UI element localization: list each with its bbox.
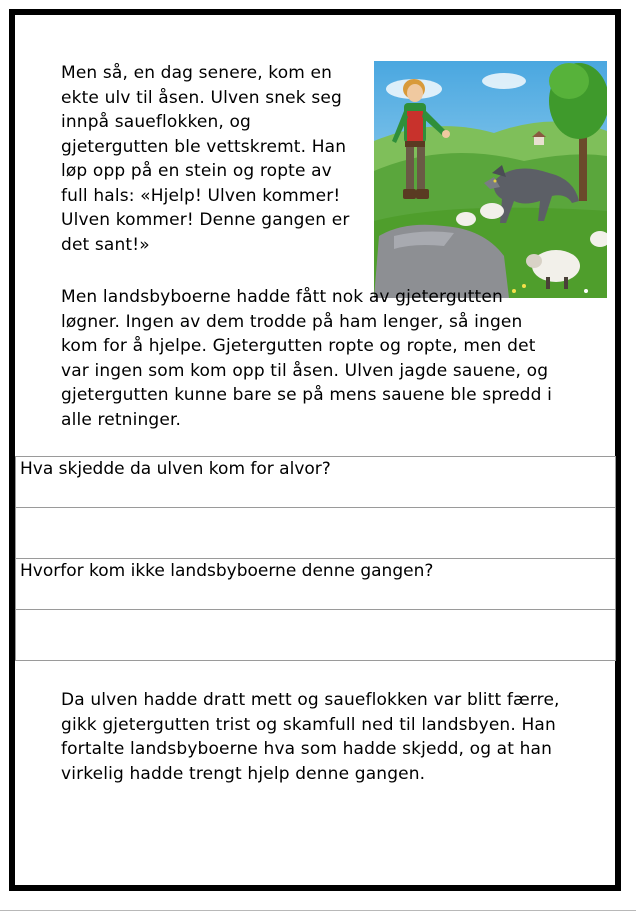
story-paragraph-3: Da ulven hadde dratt mett og saueflokken var blitt færre, gikk gjetergutten trist og skamfull ned til landsbyen. Han fortalte landsbyboerne hva som hadde skjedd, og at han virkelig hadde trengt hjelp denne gangen. [61,690,560,784]
question-table [15,456,616,661]
answer-row [16,610,616,661]
question-row [16,457,616,508]
answer-2-field[interactable] [16,610,616,661]
answer-1-field[interactable] [16,508,616,559]
boy-wolf-sheep-illustration [374,61,607,298]
question-1-text: Hva skjedde da ulven kom for alvor? [16,457,616,508]
bottom-divider [0,910,636,911]
story-paragraph-1: Men så, en dag senere, kom en ekte ulv til åsen. Ulven snek seg innpå saueflokken, og gjetergutten ble vettskremt. Han løp opp på en stein og ropte av full hals: «Hjelp! Ulven kommer! Ulven kommer! Denne gangen er det sant!» [61,63,350,255]
question-2-text: Hvorfor kom ikke landsbyboerne denne gangen? [16,559,616,610]
answer-row [16,508,616,559]
story-paragraph-2: Men landsbyboerne hadde fått nok av gjetergutten løgner. Ingen av dem trodde på ham lenger, så ingen kom for å hjelpe. Gjetergutten ropte og ropte, men det var ingen som kom opp til åsen. Ulven jagde sauene, og gjetergutten kunne bare se på mens sauene ble spredd i alle retninger. [61,287,552,430]
question-row [16,559,616,610]
